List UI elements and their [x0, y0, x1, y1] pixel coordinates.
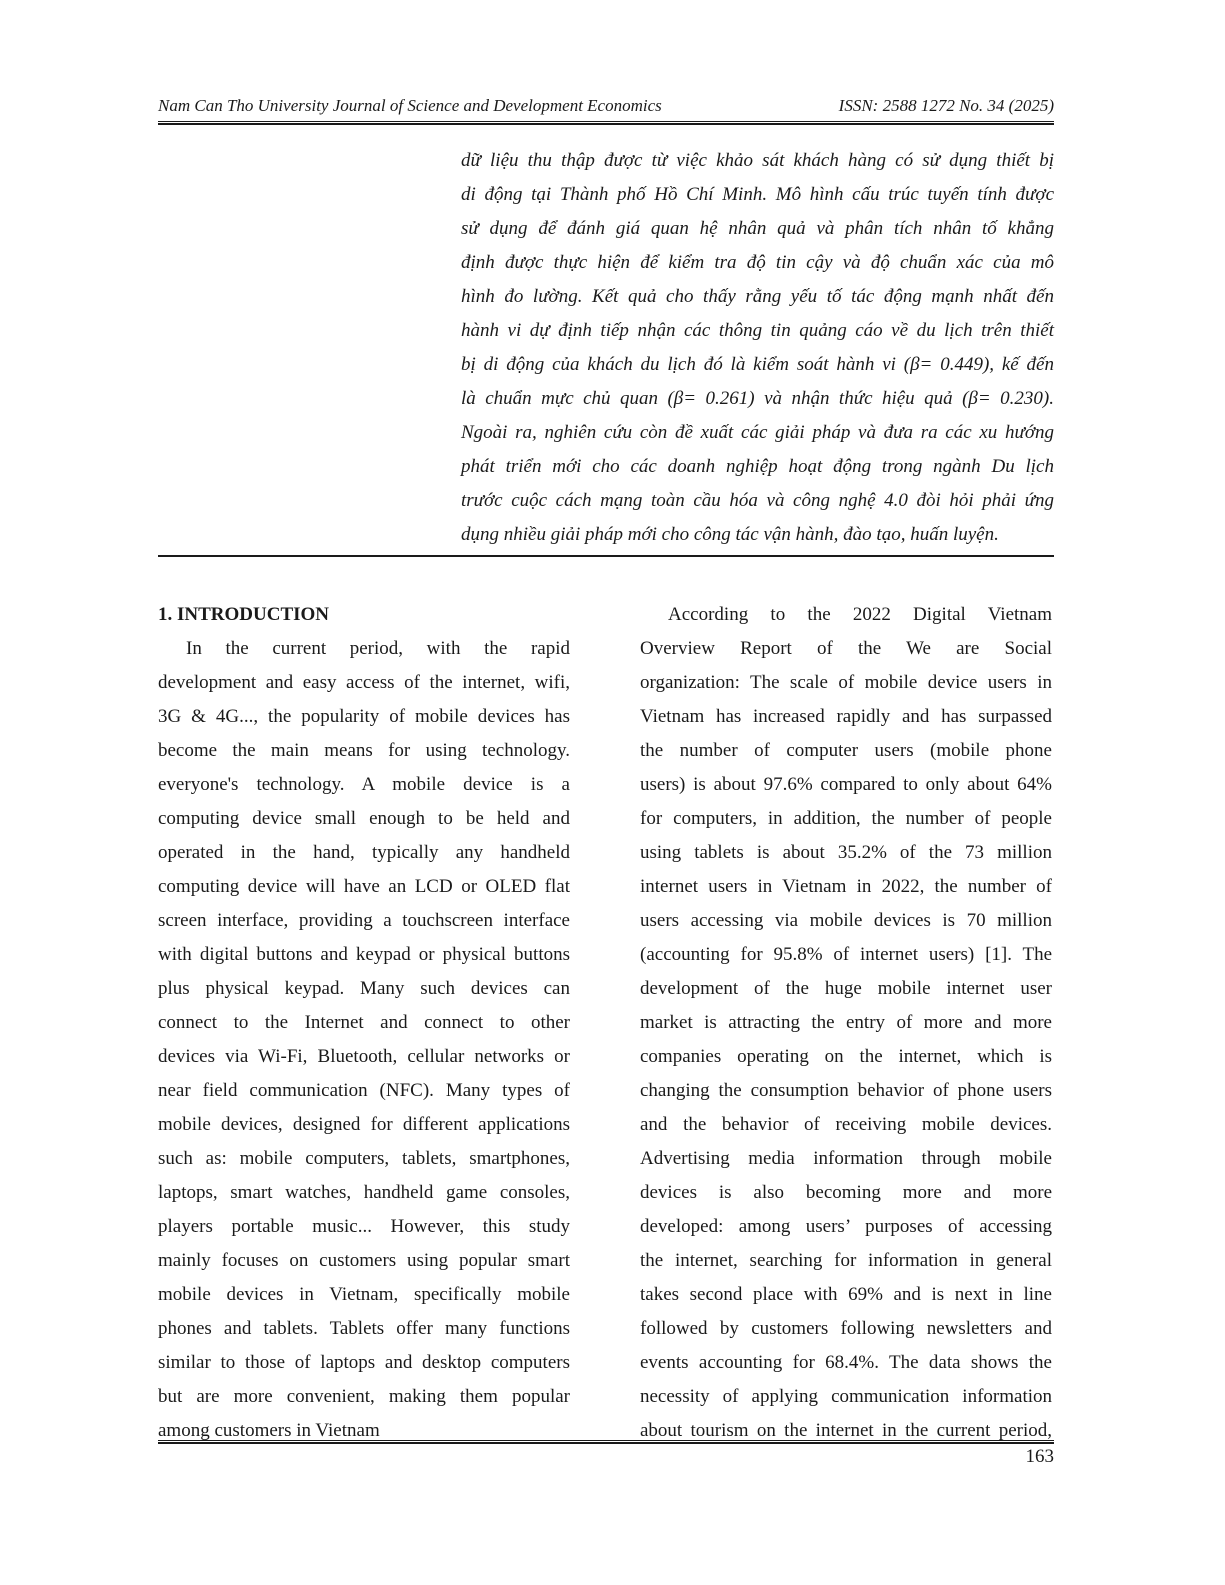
section-heading: 1. INTRODUCTION	[158, 604, 330, 625]
paragraph-line: such as: mobile computers, tablets, smartphones,	[158, 1148, 570, 1169]
paragraph-line: laptops, smart watches, handheld game consoles,	[158, 1182, 570, 1203]
paragraph-line: users) is about 97.6% compared to only about 64%	[640, 774, 1052, 795]
paragraph-line: In the current period, with the rapid	[186, 638, 570, 659]
paragraph-line: the number of computer users (mobile phone	[640, 740, 1052, 761]
paragraph-line: players portable music... However, this study	[158, 1216, 570, 1237]
paragraph-line: events accounting for 68.4%. The data shows the	[640, 1352, 1052, 1373]
running-header	[158, 96, 1054, 122]
paragraph-line: internet users in Vietnam in 2022, the number of	[640, 876, 1052, 897]
paragraph-line: Vietnam has increased rapidly and has surpassed	[640, 706, 1052, 727]
paragraph-line: with digital buttons and keypad or physical buttons	[158, 944, 570, 965]
paragraph-line: near field communication (NFC). Many types of	[158, 1080, 570, 1101]
paragraph-line: for computers, in addition, the number of people	[640, 808, 1052, 829]
paragraph-line: companies operating on the internet, which is	[640, 1046, 1052, 1067]
paragraph-line: devices via Wi-Fi, Bluetooth, cellular networks or	[158, 1046, 570, 1067]
footer-rule	[158, 1440, 1054, 1444]
paragraph-line: and the behavior of receiving mobile devices.	[640, 1114, 1052, 1135]
paragraph-line: connect to the Internet and connect to other	[158, 1012, 570, 1033]
abstract-line: Ngoài ra, nghiên cứu còn đề xuất các giải pháp và đưa ra các xu hướng	[461, 422, 1054, 443]
paragraph-line: using tablets is about 35.2% of the 73 million	[640, 842, 1052, 863]
abstract-rule	[158, 555, 1054, 557]
paragraph-line: among customers in Vietnam	[158, 1420, 380, 1441]
paragraph-line: changing the consumption behavior of phone users	[640, 1080, 1052, 1101]
paragraph-line: mobile devices in Vietnam, specifically mobile	[158, 1284, 570, 1305]
right-column	[640, 598, 1052, 1448]
paragraph-line: everyone's technology. A mobile device is a	[158, 774, 570, 795]
abstract-continuation	[461, 144, 1054, 552]
paragraph-line: screen interface, providing a touchscreen interface	[158, 910, 570, 931]
issn-issue: ISSN: 2588 1272 No. 34 (2025)	[838, 96, 1054, 115]
paragraph-line: the internet, searching for information in general	[640, 1250, 1052, 1271]
paragraph-line: plus physical keypad. Many such devices can	[158, 978, 570, 999]
paragraph-line: followed by customers following newsletters and	[640, 1318, 1052, 1339]
paragraph-line: developed: among users’ purposes of accessing	[640, 1216, 1052, 1237]
paragraph-line: necessity of applying communication information	[640, 1386, 1052, 1407]
paragraph-line: but are more convenient, making them popular	[158, 1386, 570, 1407]
paragraph-line: computing device small enough to be held and	[158, 808, 570, 829]
abstract-line: hình đo lường. Kết quả cho thấy rằng yếu tố tác động mạnh nhất đến	[461, 286, 1054, 307]
paragraph-line: takes second place with 69% and is next in line	[640, 1284, 1052, 1305]
abstract-line: định được thực hiện để kiểm tra độ tin cậy và độ chuẩn xác của mô	[461, 252, 1054, 273]
paragraph-line: organization: The scale of mobile device users in	[640, 672, 1052, 693]
paragraph-line: about tourism on the internet in the current period,	[640, 1420, 1052, 1441]
paragraph-line: similar to those of laptops and desktop computers	[158, 1352, 570, 1373]
paragraph-line: development of the huge mobile internet user	[640, 978, 1052, 999]
abstract-line: phát triển mới cho các doanh nghiệp hoạt động trong ngành Du lịch	[461, 456, 1054, 477]
abstract-line: là chuẩn mực chủ quan (β= 0.261) và nhận thức hiệu quả (β= 0.230).	[461, 388, 1054, 409]
paragraph-line: Overview Report of the We are Social	[640, 638, 1052, 659]
abstract-line: trước cuộc cách mạng toàn cầu hóa và công nghệ 4.0 đòi hỏi phải ứng	[461, 490, 1054, 511]
paragraph-line: devices is also becoming more and more	[640, 1182, 1052, 1203]
abstract-line: di động tại Thành phố Hồ Chí Minh. Mô hình cấu trúc tuyến tính được	[461, 184, 1054, 205]
paragraph-line: development and easy access of the internet, wifi,	[158, 672, 570, 693]
paragraph-line: 3G & 4G..., the popularity of mobile devices has	[158, 706, 570, 727]
paragraph-line: become the main means for using technology.	[158, 740, 570, 761]
abstract-line: hành vi dự định tiếp nhận các thông tin quảng cáo về du lịch trên thiết	[461, 320, 1054, 341]
header-rule	[158, 121, 1054, 125]
abstract-line: sử dụng để đánh giá quan hệ nhân quả và phân tích nhân tố khẳng	[461, 218, 1054, 239]
paragraph-line: phones and tablets. Tablets offer many functions	[158, 1318, 570, 1339]
journal-title: Nam Can Tho University Journal of Science and Development Economics	[158, 96, 662, 115]
paragraph-line: According to the 2022 Digital Vietnam	[668, 604, 1052, 625]
paragraph-line: users accessing via mobile devices is 70 million	[640, 910, 1052, 931]
abstract-line: bị di động của khách du lịch đó là kiểm soát hành vi (β= 0.449), kế đến	[461, 354, 1054, 375]
paragraph-line: (accounting for 95.8% of internet users) [1]. The	[640, 944, 1052, 965]
left-column	[158, 598, 570, 1448]
paragraph-line: market is attracting the entry of more and more	[640, 1012, 1052, 1033]
abstract-line: dữ liệu thu thập được từ việc khảo sát khách hàng có sử dụng thiết bị	[461, 150, 1054, 171]
page-number: 163	[1025, 1446, 1054, 1467]
paragraph-line: Advertising media information through mobile	[640, 1148, 1052, 1169]
abstract-line: dụng nhiều giải pháp mới cho công tác vận hành, đào tạo, huấn luyện.	[461, 524, 999, 545]
paragraph-line: computing device will have an LCD or OLED flat	[158, 876, 570, 897]
paragraph-line: mainly focuses on customers using popular smart	[158, 1250, 570, 1271]
paragraph-line: mobile devices, designed for different applications	[158, 1114, 570, 1135]
paragraph-line: operated in the hand, typically any handheld	[158, 842, 570, 863]
